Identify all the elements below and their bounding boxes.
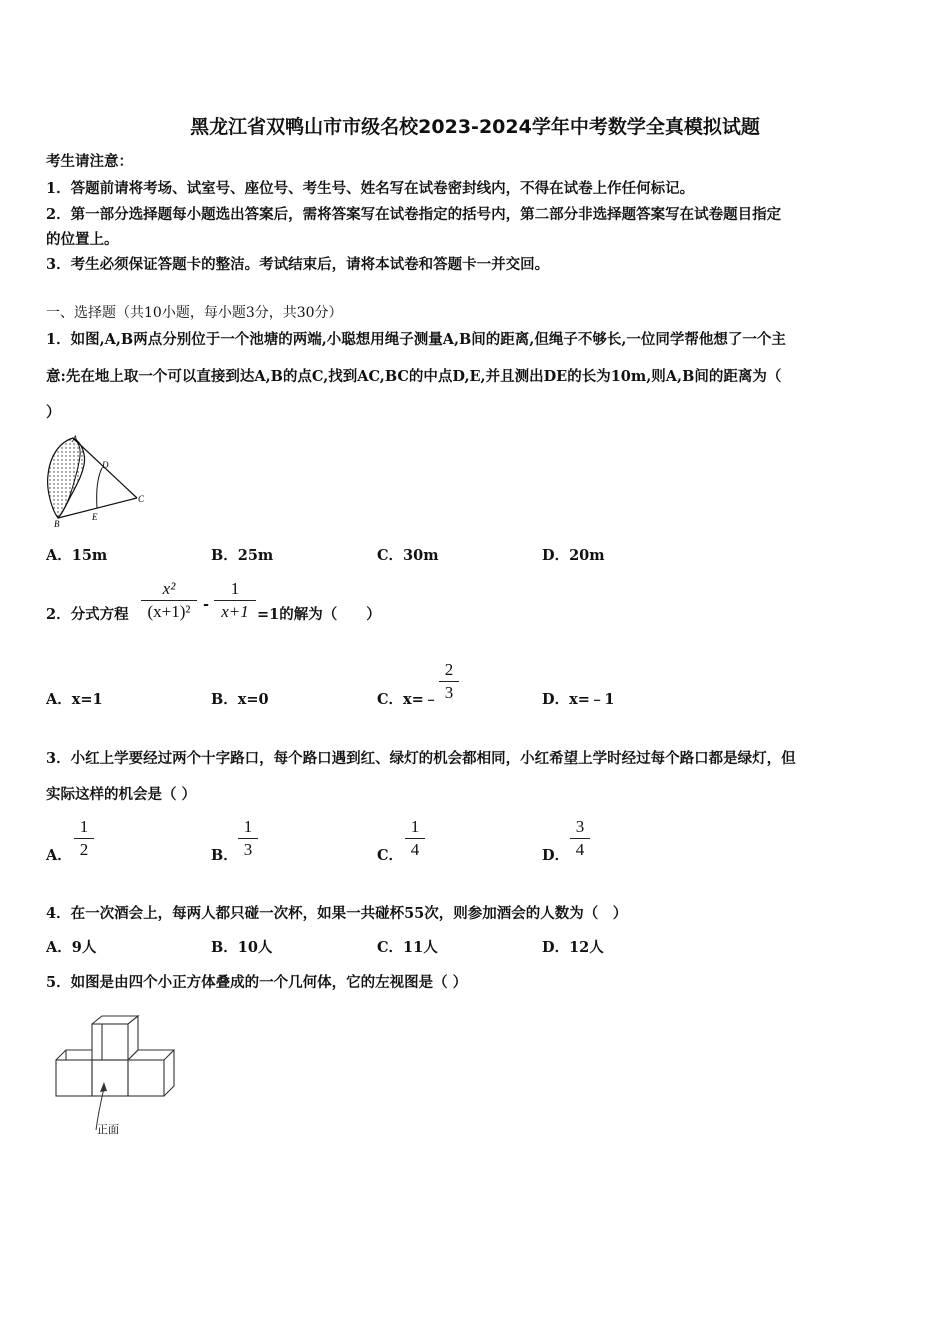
q3-b-den: 3 [243, 840, 253, 859]
q2-frac2-den: x+1 [221, 602, 249, 621]
q2-frac1-den: (x+1)² [147, 602, 191, 621]
q1-line-1: 1．如图,A,B两点分别位于一个池塘的两端,小聪想用绳子测量A,B间的距离,但绳子不够长,一位同学帮他想了一个主 [46, 331, 786, 348]
cubes-figure [50, 1010, 185, 1145]
q3-option-a-fraction [74, 817, 94, 860]
q3-option-c-label[interactable]: C． [377, 847, 404, 864]
label-a: A [72, 434, 78, 444]
q2-minus: - [203, 596, 210, 613]
q3-a-num: 1 [79, 817, 89, 836]
notice-item-1: 1．答题前请将考场、试室号、座位号、考生号、姓名写在试卷密封线内，不得在试卷上作任何标记。 [46, 180, 695, 197]
q2-c-num: 2 [444, 660, 454, 679]
label-e: E [92, 512, 98, 522]
pond-triangle-figure [40, 430, 160, 530]
q3-a-den: 2 [79, 840, 89, 859]
q2-option-d[interactable]: D．x=﹣1 [542, 691, 615, 708]
q3-c-num: 1 [410, 817, 420, 836]
q3-option-d-fraction [570, 817, 590, 860]
section-heading: 一、选择题（共10小题，每小题3分，共30分） [46, 305, 343, 321]
q2-option-c[interactable]: C．x=﹣ [377, 691, 439, 708]
notice-item-2-cont: 的位置上。 [46, 231, 119, 248]
q2-option-b[interactable]: B．x=0 [211, 691, 269, 708]
q5-text: 5．如图是由四个小正方体叠成的一个几何体，它的左视图是（ ） [46, 974, 468, 991]
notice-item-3: 3．考生必须保证答题卡的整洁。考试结束后，请将本试卷和答题卡一并交回。 [46, 256, 550, 273]
q3-option-c-fraction [405, 817, 425, 860]
q4-option-c[interactable]: C．11人 [377, 939, 438, 956]
q4-option-a[interactable]: A．9人 [46, 939, 97, 956]
q1-line-2: 意:先在地上取一个可以直接到达A,B的点C,找到AC,BC的中点D,E,并且测出DE的长为10m,则A,B间的距离为（ [46, 368, 782, 385]
q3-option-b-fraction [238, 817, 258, 860]
q1-line-3: ） [46, 404, 61, 421]
q3-c-den: 4 [410, 840, 420, 859]
page-title: 黑龙江省双鸭山市市级名校2023-2024学年中考数学全真模拟试题 [190, 116, 760, 138]
q2-suffix: =1的解为（ ） [257, 606, 381, 623]
q2-frac2-num: 1 [230, 579, 240, 598]
q4-option-d[interactable]: D．12人 [542, 939, 604, 956]
q2-fraction-2 [214, 579, 256, 622]
q4-text: 4．在一次酒会上，每两人都只碰一次杯，如果一共碰杯55次，则参加酒会的人数为（ ） [46, 905, 628, 922]
q3-line-1: 3．小红上学要经过两个十字路口，每个路口遇到红、绿灯的机会都相同，小红希望上学时经过每个路口都是绿灯，但 [46, 750, 796, 767]
q4-option-b[interactable]: B．10人 [211, 939, 273, 956]
q3-d-den: 4 [575, 840, 585, 859]
q3-option-d-label[interactable]: D． [542, 847, 570, 864]
q1-option-b[interactable]: B．25m [211, 547, 274, 564]
q2-prefix: 2．分式方程 [46, 606, 129, 623]
q2-fraction-1 [141, 579, 197, 622]
notice-heading: 考生请注意： [46, 153, 133, 170]
q2-frac1-num: x² [162, 579, 176, 598]
q2-option-a[interactable]: A．x=1 [46, 691, 103, 708]
q2-option-c-fraction [439, 660, 459, 703]
q3-option-b-label[interactable]: B． [211, 847, 238, 864]
q3-line-2: 实际这样的机会是（ ） [46, 786, 197, 803]
q3-b-num: 1 [243, 817, 253, 836]
front-label: 正面 [97, 1123, 119, 1136]
q1-option-c[interactable]: C．30m [377, 547, 439, 564]
q1-option-d[interactable]: D．20m [542, 547, 605, 564]
q2-c-den: 3 [444, 683, 454, 702]
label-c: C [138, 494, 145, 504]
label-d: D [102, 460, 109, 470]
q3-d-num: 3 [575, 817, 585, 836]
q1-option-a[interactable]: A．15m [46, 547, 108, 564]
q3-option-a-label[interactable]: A． [46, 847, 72, 864]
label-b: B [54, 519, 60, 529]
notice-item-2: 2．第一部分选择题每小题选出答案后，需将答案写在试卷指定的括号内，第二部分非选择题答案写在试卷题目指定 [46, 206, 782, 223]
